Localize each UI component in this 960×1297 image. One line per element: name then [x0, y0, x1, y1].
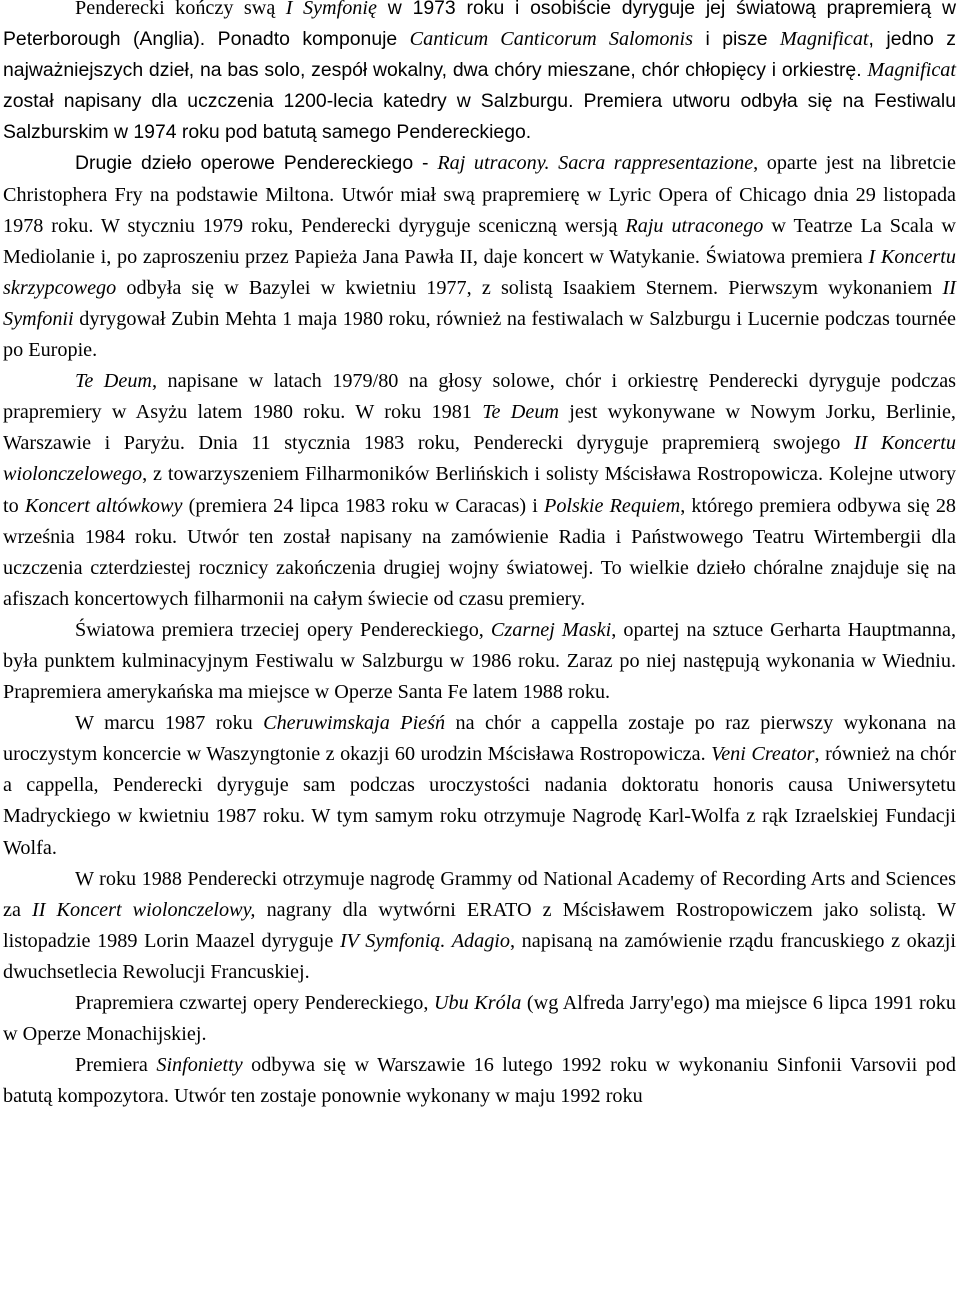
text-run: , z towarzyszeniem Filharmoników Berlińskich i solisty Mścisława Rostropowicza. Kolejne utwory to: [3, 463, 956, 517]
text-run: Drugie dzieło operowe Pendereckiego -: [75, 152, 438, 175]
italic-title: Raj utracony. Sacra rappresentazione: [437, 152, 754, 175]
italic-title: IV Symfonią. Adagio: [339, 929, 511, 952]
italic-title: Ubu Króla: [433, 992, 522, 1014]
italic-title: Veni Creator: [711, 743, 815, 766]
text-run: (wg Alfreda Jarry'ego) ma miejsce 6 lipca 1991 roku w Operze Monachijskiej.: [3, 992, 956, 1046]
paragraph-3: [3, 366, 956, 615]
italic-title: Te Deum: [75, 370, 152, 393]
italic-title: II Symfonii: [3, 276, 956, 330]
italic-title: Polskie Requiem: [543, 494, 681, 517]
text-run: dyrygował Zubin Mehta 1 maja 1980 roku, również na festiwalach w Salzburgu i Lucernie podczas tournée po Europie.: [3, 307, 956, 362]
paragraph-5: [3, 708, 956, 863]
italic-title: Canticum Canticorum Salomonis: [409, 28, 693, 51]
italic-title: I Koncertu skrzypcowego: [3, 245, 956, 299]
text-run: Penderecki kończy swą: [75, 0, 286, 19]
italic-title: Magnificat: [867, 59, 956, 82]
paragraph-8: [3, 1050, 956, 1112]
paragraph-4: [3, 615, 956, 708]
italic-title: Cheruwimskaja Pieśń: [263, 712, 446, 735]
paragraph-1: [3, 0, 956, 148]
italic-title: I Symfonię: [285, 0, 377, 19]
text-run: odbywa się w Warszawie 16 lutego 1992 roku w wykonaniu Sinfonii Varsovii pod batutą kompozytora. Utwór ten zostaje ponownie wykonany w maju 1992 roku: [3, 1054, 956, 1108]
paragraph-7: [3, 988, 956, 1050]
text-run: W marcu 1987 roku: [75, 712, 264, 735]
text-run: , również na chór a cappella, Penderecki dyryguje sam podczas uroczystości nadania doktoratu honoris causa Uniwersytetu Madryckiego w kwietniu 1987 roku. W tym samym roku otrzymuje Nagrodę Karl-Wolfa z rąk Izraelskiej Fundacji Wolfa.: [3, 743, 956, 859]
document-page: [3, 0, 956, 1112]
text-run: , napisaną na zamówienie rządu francuskiego z okazji dwuchsetlecia Rewolucji Francuskiej.: [3, 929, 956, 983]
text-run: w Teatrze La Scala w Mediolanie i, po zaproszeniu przez Papieża Jana Pawła II, daje koncert w Watykanie. Światowa premiera: [3, 214, 956, 268]
text-run: jest wykonywane w Nowym Jorku, Berlinie, Warszawie i Paryżu. Dnia 11 stycznia 1983 roku, Penderecki dyryguje prapremierą swojego: [3, 401, 956, 455]
italic-title: Magnificat: [779, 28, 869, 51]
text-run: W roku 1988 Penderecki otrzymuje nagrodę Grammy od National Academy of Recording Arts and Sciences za: [3, 867, 956, 921]
italic-title: II Koncert wiolonczelowy,: [32, 898, 256, 921]
text-run: , napisane w latach 1979/80 na głosy solowe, chór i orkiestrę Penderecki dyryguje podczas prapremiery w Asyżu latem 1980 roku. W roku 1981: [3, 370, 957, 424]
text-run: odbyła się w Bazylei w kwietniu 1977, z solistą Isaakiem Sternem. Pierwszym wykonaniem: [116, 276, 943, 299]
text-run: , jedno z najważniejszych dzieł, na bas solo, zespół wokalny, dwa chóry mieszane, chór chłopięcy i orkiestrę.: [3, 28, 956, 82]
text-run: (premiera 24 lipca 1983 roku w Caracas) i: [182, 494, 544, 517]
italic-title: II Koncertu wiolonczelowego: [3, 432, 956, 486]
text-run: został napisany dla uczczenia 1200-lecia katedry w Salzburgu. Premiera utworu odbyła się na Festiwalu Salzburskim w 1974 roku pod batutą samego Pendereckiego.: [3, 90, 956, 144]
italic-title: Raju utraconego: [625, 214, 764, 237]
italic-title: Czarnej Maski: [490, 618, 612, 641]
text-run: w 1973 roku i osobiście dyryguje jej światową prapremierą w Peterborough (Anglia). Ponadto komponuje: [3, 0, 956, 51]
paragraph-2: [3, 148, 956, 366]
paragraph-6: [3, 864, 956, 988]
text-run: , oparte jest na libretcie Christophera Fry na podstawie Miltona. Utwór miał swą prapremierę w Lyric Opera of Chicago dnia 29 listopada 1978 roku. W styczniu 1979 roku, Penderecki dyryguje sceniczną wersją: [3, 152, 956, 237]
text-run: i pisze: [692, 28, 780, 51]
italic-title: Koncert altówkowy: [24, 494, 183, 517]
text-run: nagrany dla wytwórni ERATO z Mścisławem Rostropowiczem jako solistą. W listopadzie 1989 Lorin Maazel dyryguje: [3, 898, 956, 952]
text-run: na chór a cappella zostaje po raz pierwszy wykonana na uroczystym koncercie w Waszyngtonie z okazji 60 urodzin Mścisława Rostropowicza.: [3, 712, 956, 766]
text-run: Premiera: [75, 1054, 157, 1077]
text-run: , którego premiera odbywa się 28 września 1984 roku. Utwór ten został napisany na zamówienie Radia i Państwowego Teatru Wirtembergii dla uczczenia czterdziestej rocznicy zakończenia drugiej wojny światowej. To wielkie dzieło chóralne znajduje się na afiszach koncertowych filharmonii na całym świecie od czasu premiery.: [3, 494, 957, 610]
text-run: , opartej na sztuce Gerharta Hauptmanna, była punktem kulminacyjnym Festiwalu w Salzburgu w 1986 roku. Zaraz po niej następują wykonania w Wiedniu. Prapremiera amerykańska ma miejsce w Operze Santa Fe latem 1988 roku.: [3, 618, 956, 704]
italic-title: Te Deum: [482, 401, 560, 424]
text-run: Prapremiera czwartej opery Pendereckiego,: [75, 992, 434, 1014]
italic-title: Sinfonietty: [156, 1054, 243, 1077]
text-run: Światowa premiera trzeciej opery Pendereckiego,: [75, 618, 491, 641]
